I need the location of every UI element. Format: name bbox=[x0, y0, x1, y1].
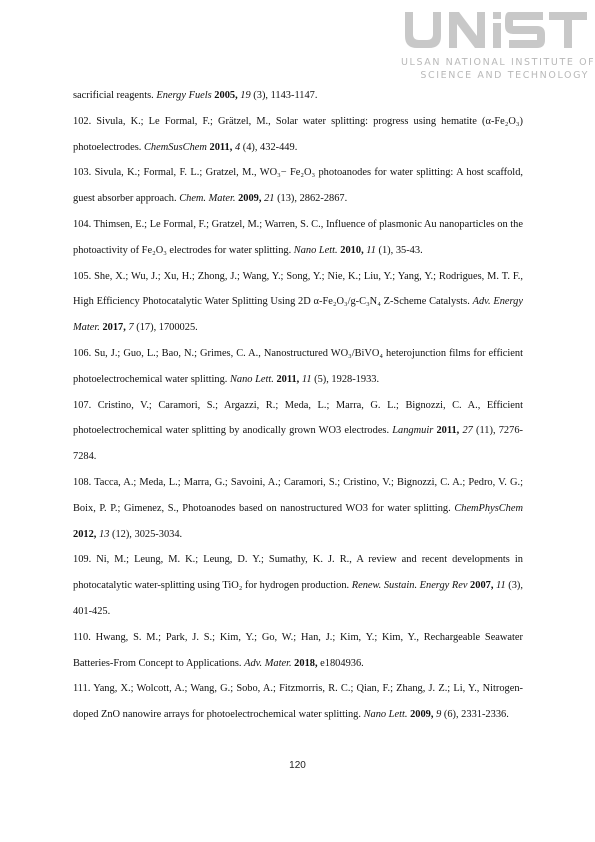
reference-entry: 107. Cristino, V.; Caramori, S.; Argazzi, R.; Meda, L.; Marra, G. L.; Bignozzi, C. A., Efficient photoelectrochemical water splitting by anodically grown WO3 electrodes. Langmuir 2011, 27 (11), 7276-7284. bbox=[73, 399, 523, 463]
logo-subtitle-line-2: SCIENCE AND TECHNOLOGY bbox=[420, 70, 589, 81]
unist-wordmark bbox=[401, 10, 589, 50]
reference-entry: 108. Tacca, A.; Meda, L.; Marra, G.; Savoini, A.; Caramori, S.; Cristino, V.; Bignozzi, C. A.; Pedro, V. G.; Boix, P. P.; Gimenez, S., Photoanodes based on nanostructured WO3 for water splitting. ChemPhysChem 2012, 13 (12), 3025-3034. bbox=[73, 476, 523, 540]
reference-entry: 110. Hwang, S. M.; Park, J. S.; Kim, Y.; Go, W.; Han, J.; Kim, Y.; Kim, Y., Rechargeable Seawater Batteries-From Concept to Applications. Adv. Mater. 2018, e1804936. bbox=[73, 631, 523, 669]
logo-subtitle-line-1: ULSAN NATIONAL INSTITUTE OF bbox=[401, 57, 595, 68]
reference-entry: 109. Ni, M.; Leung, M. K.; Leung, D. Y.; Sumathy, K. J. R., A review and recent developments in photocatalytic water-splitting using TiO₂ for hydrogen production. Renew. Sustain. Energy Rev 2007, 11 (3), 401-425. bbox=[73, 554, 523, 617]
reference-entry: 111. Yang, X.; Wolcott, A.; Wang, G.; Sobo, A.; Fitzmorris, R. C.; Qian, F.; Zhang, J. Z.; Li, Y., Nitrogen-doped ZnO nanowire arrays for photoelectrochemical water splitting. Nano Lett. 2009, 9 (6), 2331-2336. bbox=[73, 683, 523, 721]
reference-entry: 104. Thimsen, E.; Le Formal, F.; Gratzel, M.; Warren, S. C., Influence of plasmonic Au nanoparticles on the photoactivity of Fe₂O₃ electrodes for water splitting. Nano Lett. 2010, 11 (1), 35-43. bbox=[73, 218, 523, 256]
reference-entry: 106. Su, J.; Guo, L.; Bao, N.; Grimes, C. A., Nanostructured WO₃/BiVO₄ heterojunction films for efficient photoelectrochemical water splitting. Nano Lett. 2011, 11 (5), 1928-1933. bbox=[73, 347, 523, 385]
reference-entry: 103. Sivula, K.; Formal, F. L.; Gratzel, M., WO₃− Fe₂O₃ photoanodes for water splitting: A host scaffold, guest absorber approach. Chem. Mater. 2009, 21 (13), 2862-2867. bbox=[73, 167, 523, 205]
reference-entry: sacrificial reagents. Energy Fuels 2005, 19 (3), 1143-1147. bbox=[73, 90, 318, 101]
page-number: 120 bbox=[289, 760, 306, 771]
unist-logo bbox=[401, 10, 595, 86]
reference-entry: 105. She, X.; Wu, J.; Xu, H.; Zhong, J.; Wang, Y.; Song, Y.; Nie, K.; Liu, Y.; Yang, Y.; Rodrigues, M. T. F., High Efficiency Photocatalytic Water Splitting Using 2D α-Fe₂O₃/g-C₃N₄ Z-Scheme Catalysts. Adv. Energy Mater. 2017, 7 (17), 1700025. bbox=[73, 270, 523, 334]
reference-list bbox=[73, 83, 523, 728]
reference-entry: 102. Sivula, K.; Le Formal, F.; Grätzel, M., Solar water splitting: progress using hematite (α-Fe₂O₃) photoelectrodes. ChemSusChem 2011, 4 (4), 432-449. bbox=[73, 115, 523, 153]
